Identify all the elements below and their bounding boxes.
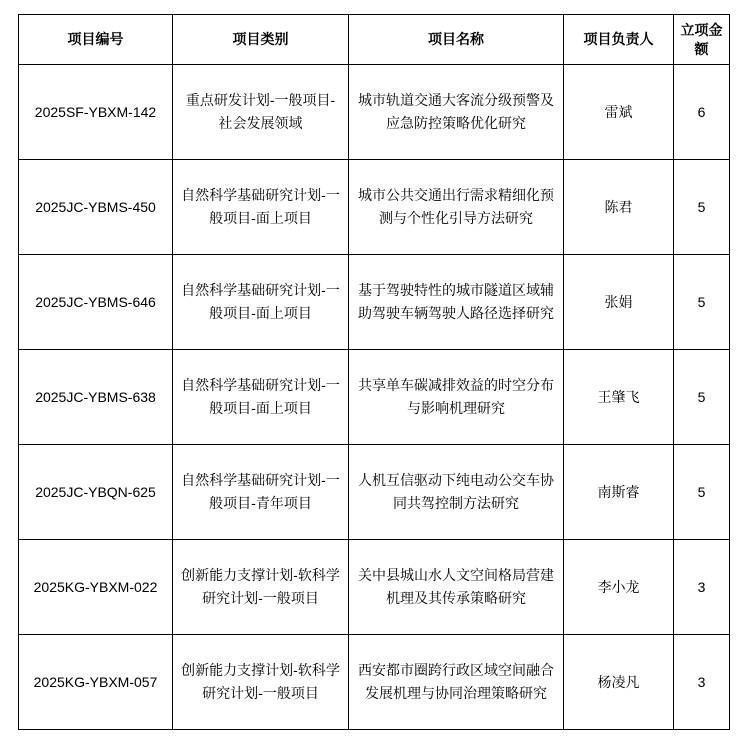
project-category-cell: 自然科学基础研究计划-一般项目-面上项目 [173,255,349,350]
table-row [19,160,730,255]
project-category-cell: 创新能力支撑计划-软科学研究计划-一般项目 [173,635,349,730]
table-row [19,540,730,635]
header-name: 项目名称 [349,15,564,65]
project-leader-cell: 杨凌凡 [564,635,674,730]
project-id-cell: 2025JC-YBMS-646 [19,255,173,350]
header-category: 项目类别 [173,15,349,65]
project-leader-cell: 张娟 [564,255,674,350]
project-name-cell: 人机互信驱动下纯电动公交车协同共驾控制方法研究 [349,445,564,540]
table-row [19,350,730,445]
project-amount-cell: 3 [674,540,730,635]
project-amount-cell: 6 [674,65,730,160]
project-leader-cell: 李小龙 [564,540,674,635]
project-id-cell: 2025JC-YBMS-450 [19,160,173,255]
project-id-cell: 2025SF-YBXM-142 [19,65,173,160]
table-row [19,255,730,350]
project-name-cell: 城市轨道交通大客流分级预警及应急防控策略优化研究 [349,65,564,160]
project-id-cell: 2025JC-YBMS-638 [19,350,173,445]
project-id-cell: 2025JC-YBQN-625 [19,445,173,540]
project-category-cell: 重点研发计划-一般项目-社会发展领域 [173,65,349,160]
project-leader-cell: 南斯睿 [564,445,674,540]
table-row [19,445,730,540]
project-leader-cell: 雷斌 [564,65,674,160]
project-name-cell: 关中县城山水人文空间格局营建机理及其传承策略研究 [349,540,564,635]
project-category-cell: 自然科学基础研究计划-一般项目-青年项目 [173,445,349,540]
project-category-cell: 自然科学基础研究计划-一般项目-面上项目 [173,160,349,255]
project-amount-cell: 5 [674,160,730,255]
project-amount-cell: 5 [674,445,730,540]
project-name-cell: 基于驾驶特性的城市隧道区域辅助驾驶车辆驾驶人路径选择研究 [349,255,564,350]
project-id-cell: 2025KG-YBXM-022 [19,540,173,635]
project-amount-cell: 5 [674,350,730,445]
table-row [19,635,730,730]
table-row [19,65,730,160]
header-amount: 立项金额 [674,15,730,65]
project-amount-cell: 3 [674,635,730,730]
project-leader-cell: 陈君 [564,160,674,255]
header-id: 项目编号 [19,15,173,65]
project-id-cell: 2025KG-YBXM-057 [19,635,173,730]
project-table [18,14,730,730]
project-name-cell: 西安都市圈跨行政区域空间融合发展机理与协同治理策略研究 [349,635,564,730]
project-name-cell: 城市公共交通出行需求精细化预测与个性化引导方法研究 [349,160,564,255]
header-leader: 项目负责人 [564,15,674,65]
project-leader-cell: 王肇飞 [564,350,674,445]
header-row [19,15,730,65]
project-name-cell: 共享单车碳减排效益的时空分布与影响机理研究 [349,350,564,445]
project-category-cell: 自然科学基础研究计划-一般项目-面上项目 [173,350,349,445]
project-amount-cell: 5 [674,255,730,350]
project-category-cell: 创新能力支撑计划-软科学研究计划-一般项目 [173,540,349,635]
